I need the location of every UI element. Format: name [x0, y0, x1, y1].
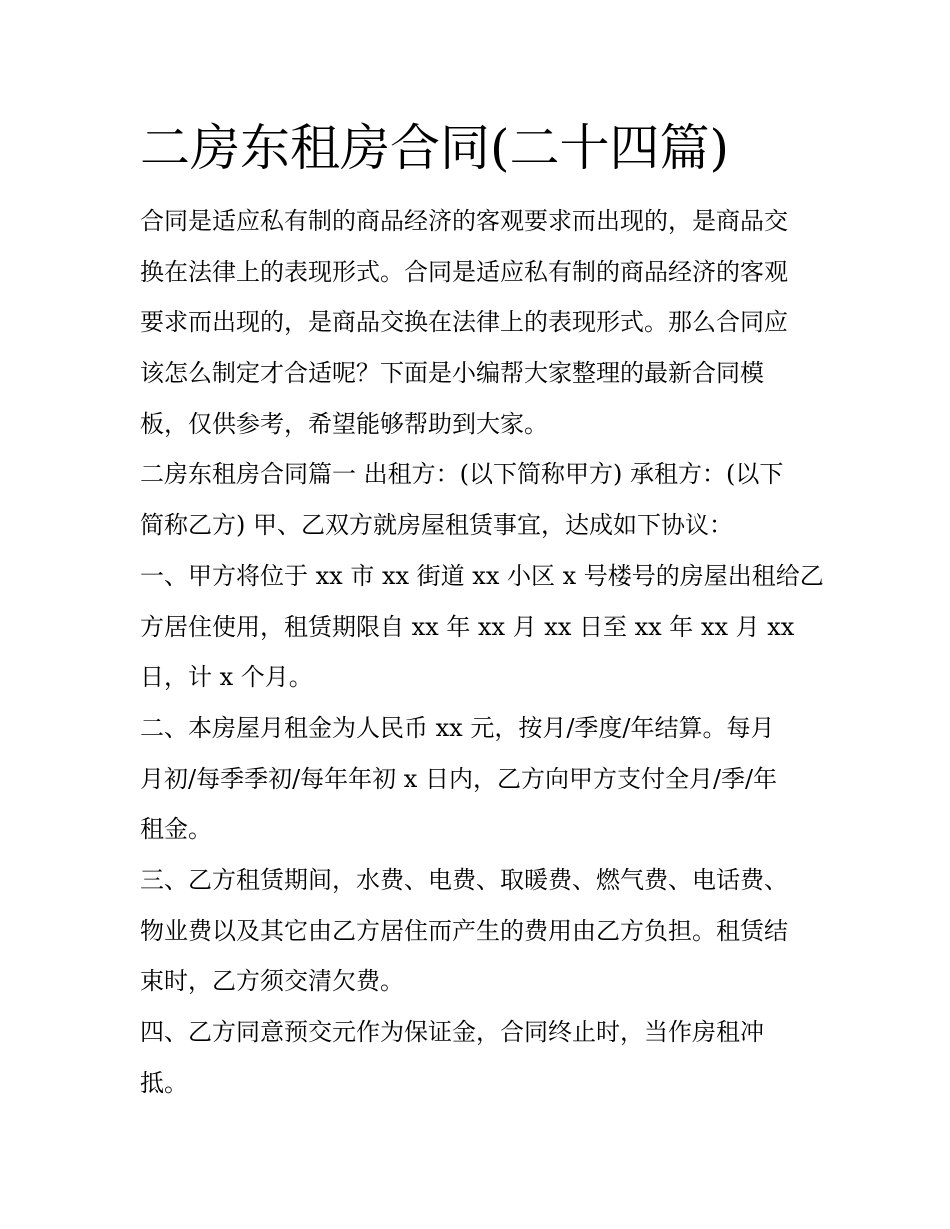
body-line: 一、甲方将位于 xx 市 xx 街道 xx 小区 x 号楼号的房屋出租给乙: [140, 561, 824, 590]
body-line: 合同是适应私有制的商品经济的客观要求而出现的，是商品交: [140, 207, 788, 235]
body-line: 束时，乙方须交清欠费。: [140, 967, 404, 996]
body-line: 抵。: [140, 1068, 188, 1097]
body-line: 该怎么制定才合适呢？下面是小编帮大家整理的最新合同模: [140, 359, 764, 388]
body-line: 三、乙方租赁期间，水费、电费、取暖费、燃气费、电话费、: [140, 865, 788, 894]
body-line: 租金。: [140, 815, 212, 844]
document-body: [140, 196, 824, 1108]
body-line: 要求而出现的，是商品交换在法律上的表现形式。那么合同应: [140, 308, 788, 337]
body-line: 日，计 x 个月。: [140, 663, 313, 692]
body-line: 物业费以及其它由乙方居住而产生的费用由乙方负担。租赁结: [140, 916, 788, 945]
document-title: 二房东租房合同(二十四篇): [140, 119, 730, 177]
body-line: 换在法律上的表现形式。合同是适应私有制的商品经济的客观: [140, 257, 788, 286]
body-line: 二、本房屋月租金为人民币 xx 元，按月/季度/年结算。每月: [140, 713, 775, 742]
body-line: 四、乙方同意预交元作为保证金，合同终止时，当作房租冲: [140, 1018, 764, 1046]
body-line: 方居住使用，租赁期限自 xx 年 xx 月 xx 日至 xx 年 xx 月 xx: [140, 612, 795, 641]
body-line: 板，仅供参考，希望能够帮助到大家。: [140, 409, 548, 438]
body-line: 月初/每季季初/每年年初 x 日内，乙方向甲方支付全月/季/年: [140, 764, 778, 793]
body-line: 简称乙方) 甲、乙双方就房屋租赁事宜，达成如下协议：: [140, 511, 733, 540]
body-line: 二房东租房合同篇一 出租方：(以下简称甲方) 承租方：(以下: [140, 460, 784, 489]
